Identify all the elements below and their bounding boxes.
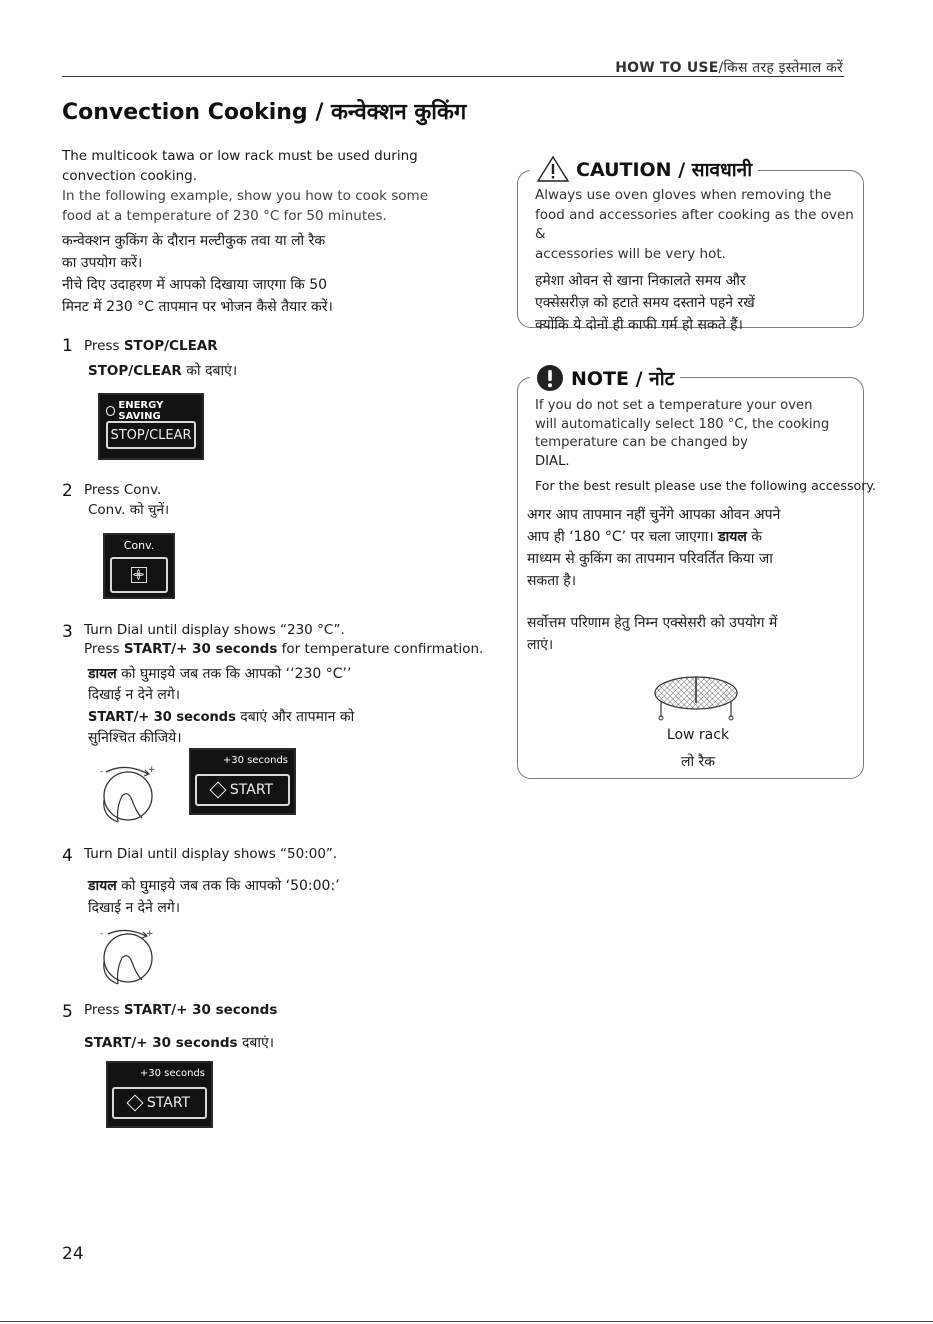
step-1-hindi-key: STOP/CLEAR — [88, 363, 182, 379]
step-3-key: START/+ 30 seconds — [123, 641, 278, 657]
plus-30-label: +30 seconds — [139, 1068, 205, 1079]
low-rack-label: Low rack — [666, 727, 730, 743]
warning-triangle-icon — [536, 155, 570, 183]
svg-text:-: - — [100, 767, 104, 777]
step-1-number: 1 — [62, 336, 73, 356]
step-3-number: 3 — [62, 622, 73, 642]
step-4-instruction: Turn Dial until display shows “50:00”. — [84, 846, 338, 862]
conv-panel — [103, 533, 175, 599]
step-3-press: Press — [84, 641, 124, 657]
step-1-hindi — [88, 360, 237, 382]
svg-text:+: + — [148, 765, 156, 775]
dial-hand-icon — [96, 760, 160, 824]
low-rack-icon — [653, 673, 739, 723]
step-2-instruction: Press Conv. — [84, 482, 162, 498]
step-5-hindi — [84, 1032, 274, 1054]
step-4-hindi-1 — [88, 875, 340, 897]
svg-text:-: - — [100, 929, 104, 939]
note-body — [535, 397, 860, 471]
step-3-line2 — [84, 639, 483, 659]
note-title: NOTE / नोट — [571, 368, 675, 390]
intro-hindi-line: नीचे दिए उदाहरण में आपको दिखाया जाएगा कि 50 — [62, 277, 328, 293]
step-5-press: Press — [84, 1002, 124, 1018]
note-hindi-line: सकता है। — [527, 573, 577, 589]
intro-hindi-line: मिनट में 230 °C तापमान पर भोजन कैसे तैयार करें। — [62, 299, 333, 315]
step-3-hindi-text: दबाएं और तापमान को — [235, 709, 355, 725]
note-hindi-line: सर्वोत्तम परिणाम हेतु निम्न एक्सेसरी को उपयोग में — [527, 615, 778, 631]
step-1-text: Press — [84, 338, 124, 354]
step-5-number: 5 — [62, 1002, 73, 1022]
start-panel-step5 — [106, 1061, 213, 1128]
step-4-hindi-text: को घुमाइये जब तक कि आपको ‘50:00:’ — [116, 878, 340, 894]
step-2-number: 2 — [62, 481, 73, 501]
step-4-hindi-2: दिखाई न देने लगे। — [88, 900, 181, 916]
dial-hand-icon-2 — [96, 924, 160, 986]
step-1-instruction — [84, 336, 218, 356]
step-2-hindi: Conv. को चुनें। — [88, 502, 170, 518]
step-4-hindi-dial: डायल — [88, 878, 117, 894]
note-hindi-block — [527, 504, 847, 656]
bottom-rule — [0, 1321, 933, 1322]
start-diamond-icon — [209, 782, 226, 799]
conv-label: Conv. — [123, 539, 155, 552]
start-diamond-icon — [126, 1095, 143, 1112]
energy-saving-text: ENERGY SAVING — [118, 400, 164, 422]
step-4-number: 4 — [62, 846, 73, 866]
header-section-en: HOW TO USE — [615, 60, 719, 76]
step-5-hindi-text: दबाएं। — [237, 1035, 275, 1051]
fan-icon — [131, 567, 147, 583]
note-hindi-dial: डायल — [718, 529, 747, 545]
step-3-hindi-3 — [88, 706, 354, 729]
svg-text:+: + — [146, 929, 154, 939]
caution-hindi-line: क्योंकि ये दोनों ही काफी गर्म हो सकते हैं। — [535, 317, 743, 333]
start-button[interactable] — [112, 1087, 207, 1119]
intro-hindi-line: कन्वेक्शन कुकिंग के दौरान मल्टीकुक तवा या लो रैक — [62, 233, 326, 249]
intro-line: In the following example, show you how to cook some — [62, 188, 429, 204]
step-3-hindi-dial: डायल — [88, 666, 117, 682]
caution-line: food and accessories after cooking as the oven & — [535, 206, 854, 242]
step-1-key: STOP/CLEAR — [123, 338, 218, 354]
caution-line: Always use oven gloves when removing the — [535, 187, 832, 203]
caution-line: accessories will be very hot. — [535, 245, 726, 262]
caution-hindi-line: एक्सेसरीज़ को हटाते समय दस्ताने पहने रखें — [535, 295, 755, 311]
start-panel-step3 — [189, 748, 296, 815]
page-number: 24 — [62, 1244, 84, 1264]
start-button-label: START — [146, 1095, 191, 1111]
note-hindi-rest: के — [746, 529, 763, 545]
step-5-instruction — [84, 1000, 277, 1020]
caution-title: CAUTION / सावधानी — [576, 159, 753, 181]
note-line: DIAL. — [535, 453, 570, 469]
page-title: Convection Cooking / कन्वेक्शन कुकिंग — [62, 100, 467, 125]
caution-hindi-line: हमेशा ओवन से खाना निकालते समय और — [535, 273, 746, 289]
intro-hindi-line: का उपयोग करें। — [62, 255, 143, 271]
step-3-hindi-2: दिखाई न देने लगे। — [88, 687, 181, 703]
note-hindi-line: अगर आप तापमान नहीं चुनेंगे आपका ओवन अपने — [527, 507, 781, 523]
intro-line: The multicook tawa or low rack must be used during — [62, 148, 418, 164]
note-accessory-line: For the best result please use the following accessory. — [535, 478, 877, 493]
header-rule — [62, 76, 844, 77]
caution-heading — [530, 155, 758, 183]
step-3-hindi-key: START/+ 30 seconds — [88, 710, 236, 725]
start-button[interactable] — [195, 774, 290, 806]
stop-clear-button[interactable]: STOP/CLEAR — [106, 421, 196, 449]
low-rack-hindi-label: लो रैक — [680, 754, 716, 770]
step-3-hindi-text: को घुमाइये जब तक कि आपको ‘‘230 °C’’ — [116, 666, 352, 682]
start-button-label: START — [229, 782, 274, 798]
note-line: temperature can be changed by — [535, 435, 748, 450]
intro-line: food at a temperature of 230 °C for 50 minutes. — [62, 208, 387, 224]
note-hindi-pre: आप ही ‘180 °C’ पर चला जाएगा। — [527, 529, 719, 545]
note-hindi-line: माध्यम से कुकिंग का तापमान परिवर्तित किया जा — [527, 551, 773, 567]
note-line: If you do not set a temperature your oven — [535, 398, 813, 413]
step-5-hindi-key: START/+ 30 seconds — [84, 1035, 238, 1051]
conv-button[interactable] — [110, 557, 168, 593]
header-section-hi: /किस तरह इस्तेमाल करें — [718, 60, 843, 76]
step-5-key: START/+ 30 seconds — [123, 1002, 278, 1018]
step-3-hindi-4: सुनिश्चित कीजिये। — [88, 730, 182, 746]
intro-line: convection cooking. — [62, 168, 198, 184]
running-header — [615, 58, 843, 77]
plus-30-label: +30 seconds — [222, 755, 288, 766]
energy-saving-icon — [106, 406, 115, 416]
caution-body — [535, 186, 857, 336]
note-hindi-line: लाएं। — [527, 637, 554, 653]
intro-block — [62, 146, 442, 318]
step-3-hindi-1 — [88, 663, 351, 685]
exclamation-icon — [536, 364, 564, 392]
step-1-hindi-text: को दबाएं। — [181, 363, 238, 379]
energy-saving-label — [106, 400, 202, 422]
stop-clear-panel — [98, 393, 204, 460]
note-heading — [530, 364, 680, 392]
note-line: will automatically select 180 °C, the cooking — [535, 416, 830, 432]
step-3-line1: Turn Dial until display shows “230 °C”. — [84, 622, 345, 638]
step-3-rest: for temperature confirmation. — [277, 641, 484, 657]
note-hindi-line-2 — [527, 526, 847, 548]
